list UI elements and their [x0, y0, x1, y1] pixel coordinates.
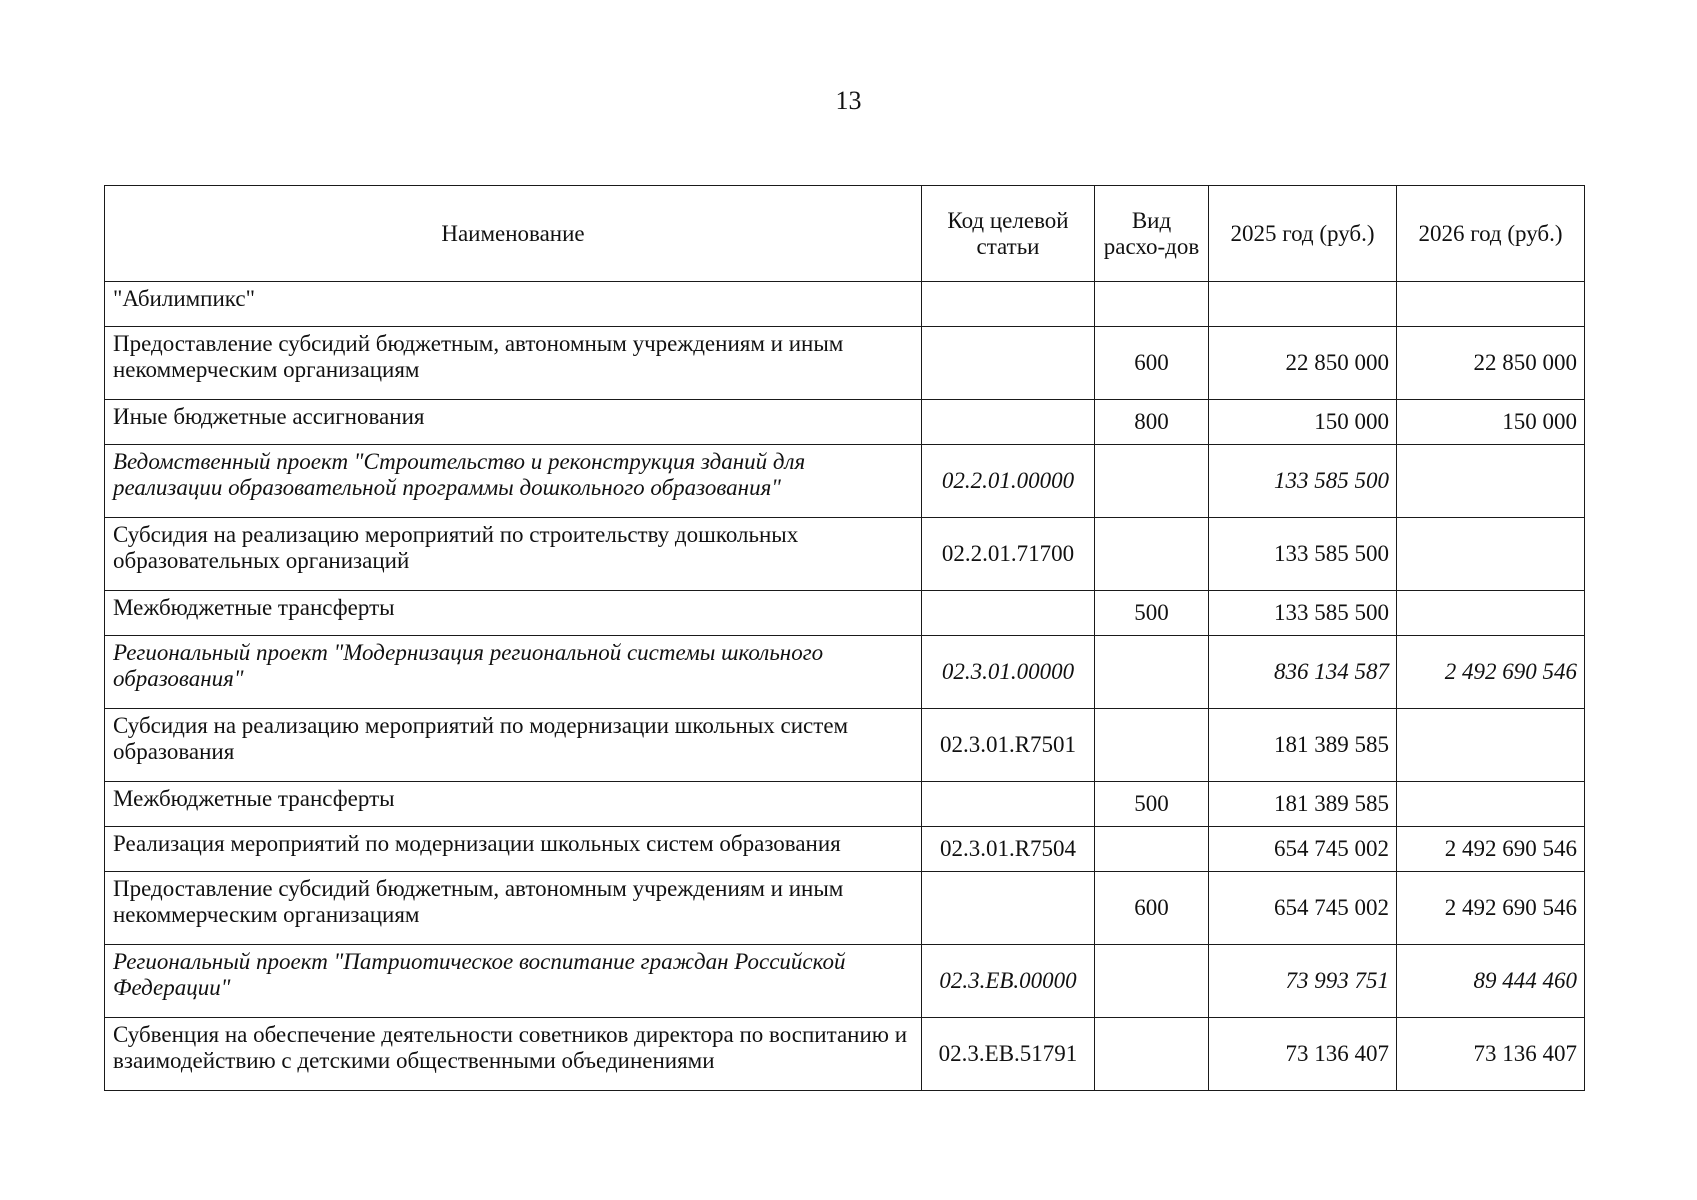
row-name: "Абилимпикс"	[105, 282, 922, 327]
row-code: 02.2.01.71700	[922, 518, 1095, 591]
row-code	[922, 282, 1095, 327]
budget-table	[104, 185, 1585, 1091]
row-2026	[1397, 282, 1585, 327]
row-code: 02.3.01.R7504	[922, 827, 1095, 872]
table-row	[105, 327, 1585, 400]
row-vid	[1095, 709, 1209, 782]
row-2025: 73 993 751	[1209, 945, 1397, 1018]
row-name: Межбюджетные трансферты	[105, 782, 922, 827]
header-vid: Вид расхо-дов	[1095, 186, 1209, 282]
row-code: 02.3.01.00000	[922, 636, 1095, 709]
row-2026	[1397, 782, 1585, 827]
row-2025: 22 850 000	[1209, 327, 1397, 400]
row-code	[922, 591, 1095, 636]
row-vid	[1095, 518, 1209, 591]
row-2025: 73 136 407	[1209, 1018, 1397, 1091]
table-row	[105, 282, 1585, 327]
row-name: Региональный проект "Модернизация региональной системы школьного образования"	[105, 636, 922, 709]
row-2026	[1397, 591, 1585, 636]
row-vid: 600	[1095, 327, 1209, 400]
row-2026	[1397, 518, 1585, 591]
row-2026: 2 492 690 546	[1397, 636, 1585, 709]
row-name: Субвенция на обеспечение деятельности советников директора по воспитанию и взаимодействию с детскими общественными объединениями	[105, 1018, 922, 1091]
table-row	[105, 709, 1585, 782]
table-row	[105, 827, 1585, 872]
row-code: 02.3.EB.51791	[922, 1018, 1095, 1091]
row-2025: 654 745 002	[1209, 827, 1397, 872]
table-row	[105, 400, 1585, 445]
row-code	[922, 400, 1095, 445]
row-vid	[1095, 827, 1209, 872]
row-code: 02.3.EB.00000	[922, 945, 1095, 1018]
row-2026	[1397, 709, 1585, 782]
row-2025: 181 389 585	[1209, 782, 1397, 827]
table-row	[105, 445, 1585, 518]
row-name: Субсидия на реализацию мероприятий по строительству дошкольных образовательных организаций	[105, 518, 922, 591]
row-2025: 133 585 500	[1209, 445, 1397, 518]
row-vid: 500	[1095, 591, 1209, 636]
row-2026: 22 850 000	[1397, 327, 1585, 400]
row-2026	[1397, 445, 1585, 518]
row-2025: 133 585 500	[1209, 591, 1397, 636]
row-2025: 150 000	[1209, 400, 1397, 445]
row-name: Предоставление субсидий бюджетным, автономным учреждениям и иным некоммерческим организациям	[105, 327, 922, 400]
row-vid: 500	[1095, 782, 1209, 827]
table-header-row	[105, 186, 1585, 282]
row-code	[922, 872, 1095, 945]
row-name: Региональный проект "Патриотическое воспитание граждан Российской Федерации"	[105, 945, 922, 1018]
header-2025: 2025 год (руб.)	[1209, 186, 1397, 282]
header-code: Код целевой статьи	[922, 186, 1095, 282]
header-name: Наименование	[105, 186, 922, 282]
row-vid	[1095, 445, 1209, 518]
page-number: 13	[835, 86, 862, 115]
row-code: 02.2.01.00000	[922, 445, 1095, 518]
row-2026: 2 492 690 546	[1397, 872, 1585, 945]
table-row	[105, 1018, 1585, 1091]
row-name: Иные бюджетные ассигнования	[105, 400, 922, 445]
row-2025: 654 745 002	[1209, 872, 1397, 945]
row-2025	[1209, 282, 1397, 327]
row-name: Субсидия на реализацию мероприятий по модернизации школьных систем образования	[105, 709, 922, 782]
row-name: Предоставление субсидий бюджетным, автономным учреждениям и иным некоммерческим организациям	[105, 872, 922, 945]
row-vid: 800	[1095, 400, 1209, 445]
table-row	[105, 636, 1585, 709]
table-row	[105, 945, 1585, 1018]
row-2026: 2 492 690 546	[1397, 827, 1585, 872]
row-vid	[1095, 1018, 1209, 1091]
row-code	[922, 782, 1095, 827]
row-vid	[1095, 945, 1209, 1018]
row-name: Реализация мероприятий по модернизации школьных систем образования	[105, 827, 922, 872]
row-vid: 600	[1095, 872, 1209, 945]
row-vid	[1095, 282, 1209, 327]
table-row	[105, 518, 1585, 591]
row-code	[922, 327, 1095, 400]
row-2025: 133 585 500	[1209, 518, 1397, 591]
table-row	[105, 591, 1585, 636]
row-2025: 181 389 585	[1209, 709, 1397, 782]
row-2025: 836 134 587	[1209, 636, 1397, 709]
row-2026: 73 136 407	[1397, 1018, 1585, 1091]
table-row	[105, 782, 1585, 827]
row-code: 02.3.01.R7501	[922, 709, 1095, 782]
row-2026: 89 444 460	[1397, 945, 1585, 1018]
row-vid	[1095, 636, 1209, 709]
header-2026: 2026 год (руб.)	[1397, 186, 1585, 282]
row-name: Межбюджетные трансферты	[105, 591, 922, 636]
row-name: Ведомственный проект "Строительство и реконструкция зданий для реализации образовательной программы дошкольного образования"	[105, 445, 922, 518]
table-row	[105, 872, 1585, 945]
row-2026: 150 000	[1397, 400, 1585, 445]
